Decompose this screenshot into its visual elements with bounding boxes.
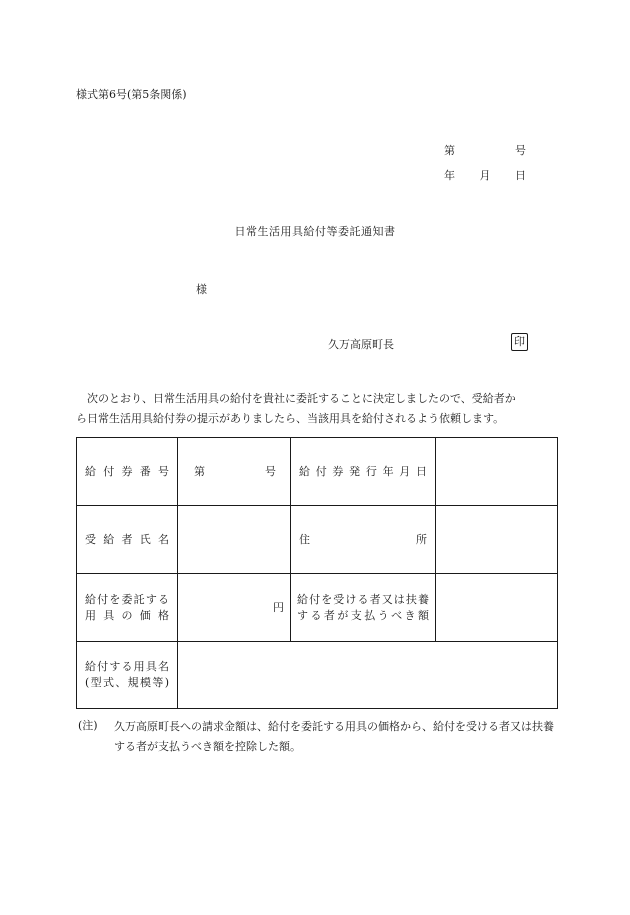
yen-unit: 円 xyxy=(273,600,284,614)
document-date-line xyxy=(444,167,526,183)
issuer-name: 久万高原町長 xyxy=(328,338,394,351)
body-text xyxy=(76,389,558,429)
body-line-2: ら日常生活用具給付券の提示がありましたら、当該用具を給付されるよう依頼します。 xyxy=(76,412,505,425)
voucher-issue-date-label: 給付券発行年月日 xyxy=(291,438,436,506)
voucher-number-prefix: 第 xyxy=(194,464,205,478)
voucher-issue-date-cell xyxy=(436,438,558,506)
item-name-label: 給付する用具名 (型式、規模等) xyxy=(77,642,178,709)
note-label: (注) xyxy=(78,719,98,732)
delegation-table xyxy=(76,437,558,709)
document-number-prefix: 第 xyxy=(444,144,455,157)
date-day-label: 日 xyxy=(515,169,526,182)
document-number-line xyxy=(444,142,526,158)
price-label: 給付を委託する 用具の価格 xyxy=(77,574,178,642)
price-cell xyxy=(178,574,291,642)
recipient-name-cell xyxy=(178,506,291,574)
date-month-label: 月 xyxy=(479,169,491,182)
recipient-name-label: 受給者氏名 xyxy=(77,506,178,574)
body-line-1: 次のとおり、日常生活用具の給付を貴社に委託することに決定しましたので、受給者か xyxy=(87,392,516,405)
voucher-number-suffix: 号 xyxy=(265,464,276,478)
recipient-honorific: 様 xyxy=(196,283,207,296)
date-year-label: 年 xyxy=(444,169,455,182)
voucher-number-cell xyxy=(178,438,291,506)
voucher-number-label: 給付券番号 xyxy=(77,438,178,506)
note-text: 久万高原町長への請求金額は、給付を委託する用具の価格から、給付を受ける者又は扶養する者が支払うべき額を控除した額。 xyxy=(114,720,554,753)
address-label: 住 所 xyxy=(291,506,436,574)
address-cell xyxy=(436,506,558,574)
document-title: 日常生活用具給付等委託通知書 xyxy=(234,225,396,238)
seal-mark: 印 xyxy=(511,333,528,351)
form-number: 様式第6号(第5条関係) xyxy=(76,88,187,101)
item-name-cell xyxy=(178,642,558,709)
document-number-suffix: 号 xyxy=(515,144,526,157)
copay-label: 給付を受ける者又は扶養 する者が支払うべき額 xyxy=(291,574,436,642)
copay-cell xyxy=(436,574,558,642)
